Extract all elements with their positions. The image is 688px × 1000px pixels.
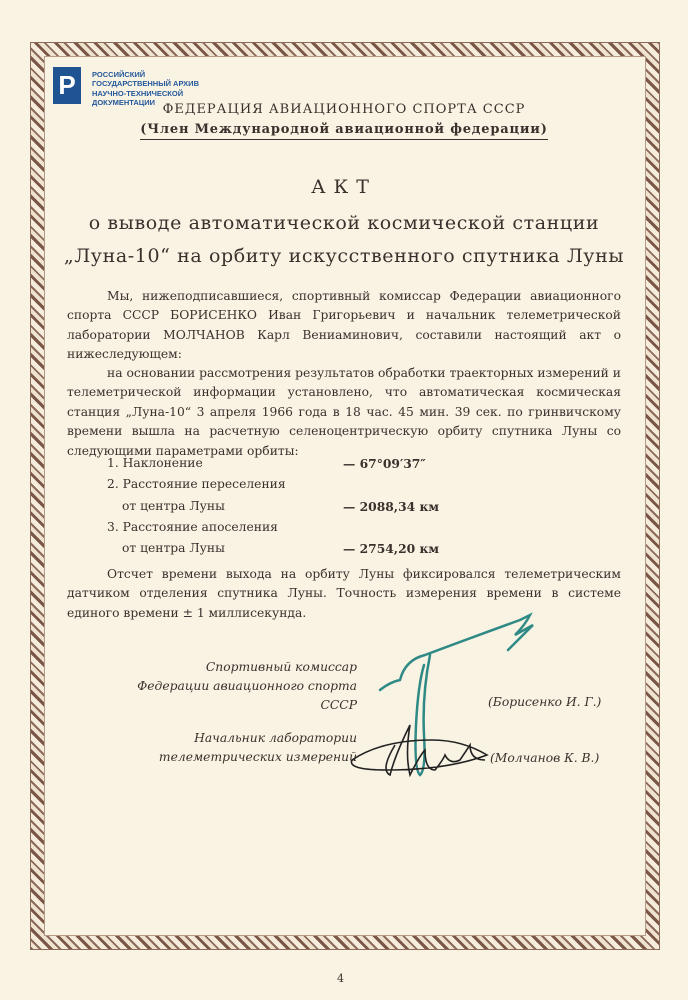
role-line: телеметрических измерений (158, 750, 357, 764)
role-line: Начальник лаборатории (194, 731, 357, 745)
title-line-1: о выводе автоматической космической станции (88, 212, 600, 234)
param-label: 1. Наклонение (107, 456, 203, 470)
param-value: — 2088,34 км (343, 499, 440, 514)
signature-molchanov (351, 725, 487, 775)
org-header: ФЕДЕРАЦИЯ АВИАЦИОННОГО СПОРТА СССР (162, 102, 526, 117)
page-number: 4 (337, 972, 344, 985)
archive-logo-mark: Р (53, 67, 81, 104)
title-line-2: „Луна-10“ на орбиту искусственного спутника Луны (63, 245, 625, 267)
param-value: — 2754,20 км (343, 541, 440, 556)
param-sublabel: от центра Луны (122, 541, 225, 555)
logo-line: ДОКУМЕНТАЦИИ (92, 97, 156, 107)
paragraph-text: на основании рассмотрения результатов обработки траекторных измерений и телеметрической информации установлено, что автоматическая космическая станция „Луна-10“ 3 апреля 1966 года в 18 час. 45 мин. 39 сек. по гринвичскому времени вышла на расчетную селеноцентрическую орбиту спутника Луны со следующими параметрами орбиты: (67, 366, 621, 458)
logo-line: РОССИЙСКИЙ (92, 70, 146, 79)
role-line: Спортивный комиссар (205, 660, 357, 674)
logo-line: НАУЧНО-ТЕХНИЧЕСКОЙ (92, 88, 184, 98)
param-value: — 67°09′37″ (343, 456, 426, 471)
param-label: 2. Расстояние переселения (107, 477, 286, 491)
param-sublabel: от центра Луны (122, 499, 225, 513)
paragraph-text: Отсчет времени выхода на орбиту Луны фиксировался телеметрическим датчиком отделения спутника Луны. Точность измерения времени в системе единого времени ± 1 миллисекунда. (67, 567, 621, 620)
param-label: 3. Расстояние апоселения (107, 520, 278, 534)
logo-line: ГОСУДАРСТВЕННЫЙ АРХИВ (92, 79, 199, 89)
signature-borisenko (380, 615, 533, 775)
paragraph-text: Мы, нижеподписавшиеся, спортивный комиссар Федерации авиационного спорта СССР БОРИСЕНКО Иван Григорьевич и начальник телеметрической лаборатории МОЛЧАНОВ Карл Вениаминович, составили настоящий акт о нижеследующем: (67, 289, 621, 362)
signatory-name-borisenko: (Борисенко И. Г.) (488, 695, 602, 709)
document-title: АКТ (311, 176, 377, 198)
role-line: Федерации авиационного спорта (137, 679, 357, 693)
role-line: СССР (320, 698, 357, 712)
signatory-name-molchanov: (Молчанов К. В.) (490, 751, 600, 765)
membership-text: (Член Международной авиационной федерации) (140, 122, 547, 140)
